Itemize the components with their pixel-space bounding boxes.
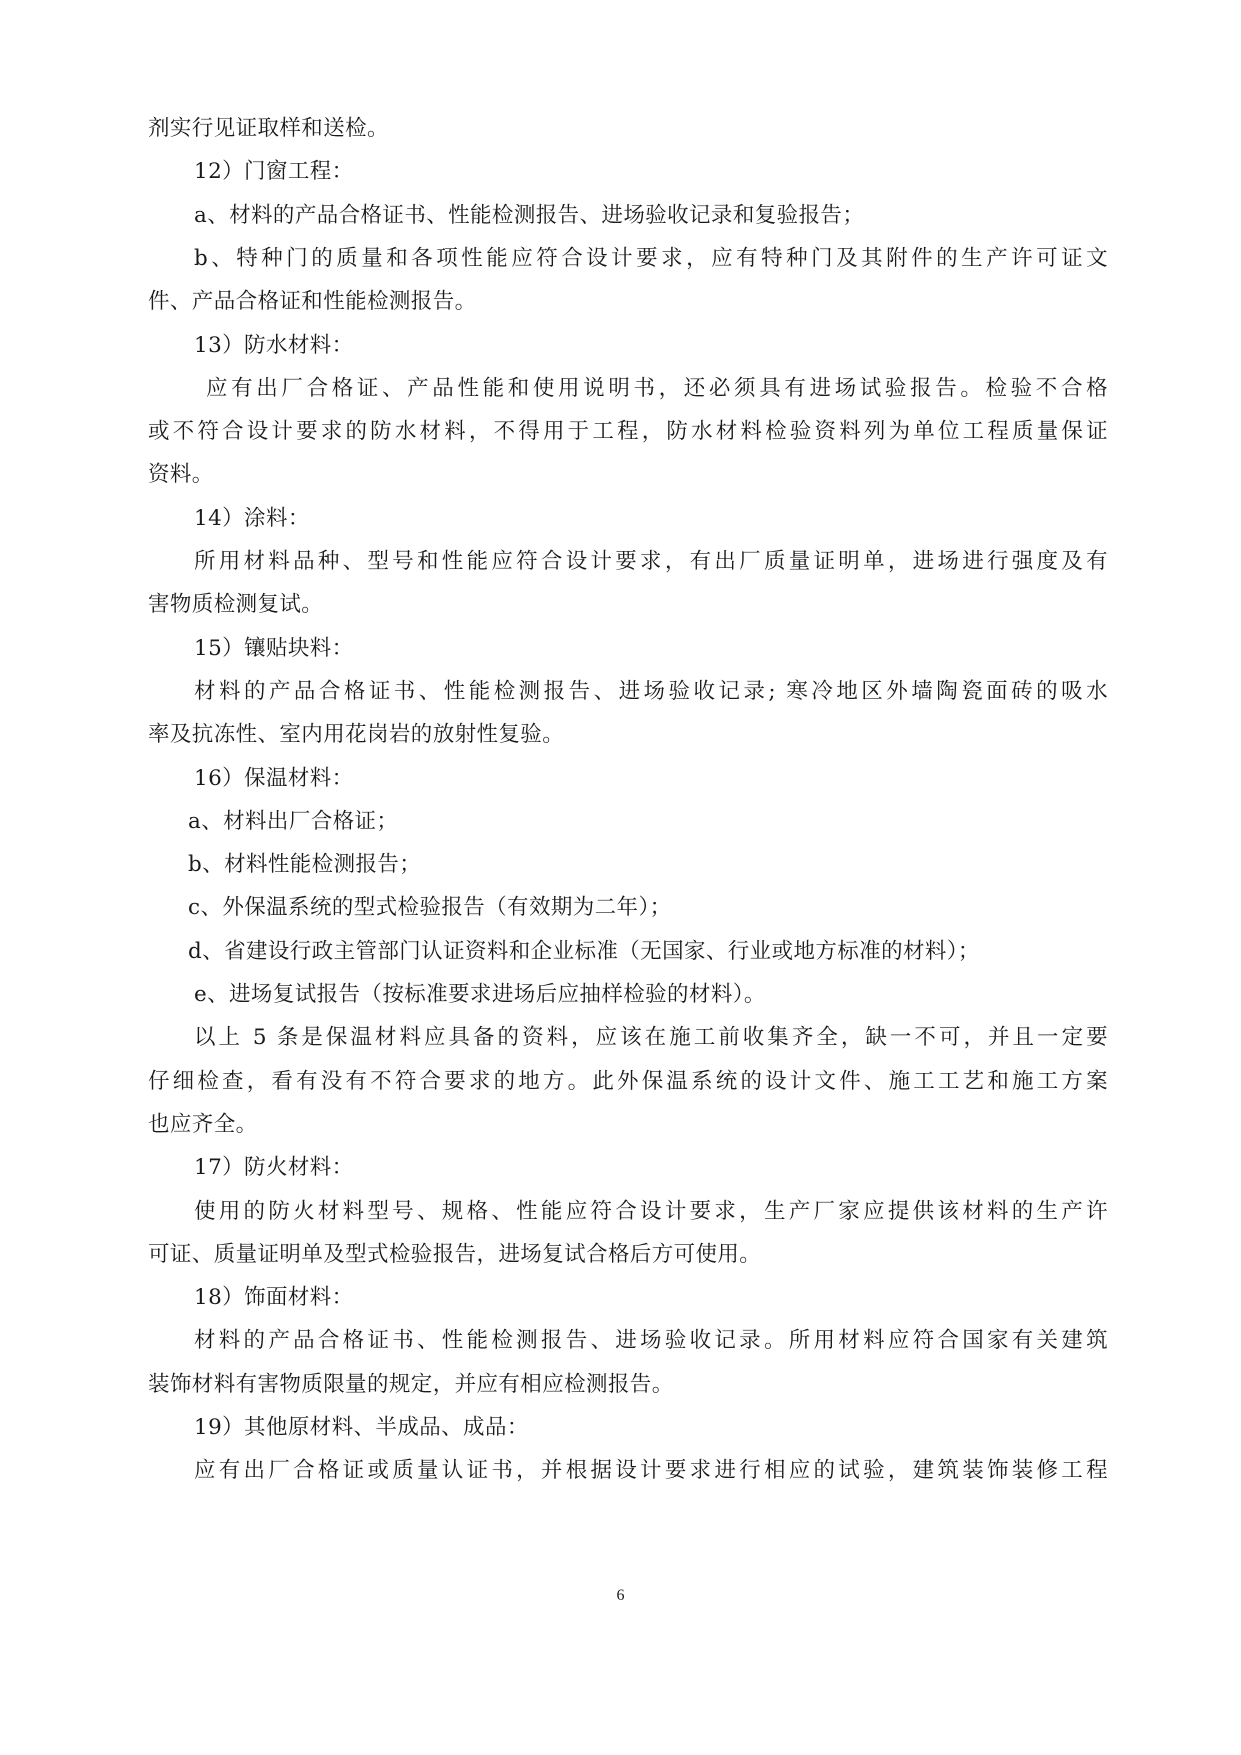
- text-line: 以上 5 条是保温材料应具备的资料，应该在施工前收集齐全，缺一不可，并且一定要: [194, 1025, 1108, 1050]
- text-line: d、省建设行政主管部门认证资料和企业标准（无国家、行业或地方标准的材料）；: [188, 939, 980, 964]
- text-line: 材料的产品合格证书、性能检测报告、进场验收记录。所用材料应符合国家有关建筑: [194, 1328, 1108, 1353]
- text-line: e、进场复试报告（按标准要求进场后应抽样检验的材料）。: [194, 982, 766, 1007]
- text-line: 装饰材料有害物质限量的规定，并应有相应检测报告。: [148, 1372, 674, 1397]
- text-line: 17）防火材料：: [194, 1155, 354, 1180]
- text-line: b、特种门的质量和各项性能应符合设计要求，应有特种门及其附件的生产许可证文: [194, 246, 1108, 271]
- text-line: 12）门窗工程：: [194, 159, 354, 184]
- text-line: 剂实行见证取样和送检。: [148, 116, 389, 141]
- text-line: 也应齐全。: [148, 1112, 258, 1137]
- text-line: 18）饰面材料：: [194, 1285, 354, 1310]
- text-line: c、外保温系统的型式检验报告（有效期为二年）；: [188, 895, 672, 920]
- text-line: 19）其他原材料、半成品、成品：: [194, 1415, 529, 1440]
- text-line: 应有出厂合格证或质量认证书，并根据设计要求进行相应的试验，建筑装饰装修工程: [194, 1458, 1108, 1483]
- text-line: b、材料性能检测报告；: [188, 852, 422, 877]
- text-line: a、材料出厂合格证；: [188, 809, 399, 834]
- text-line: 13）防水材料：: [194, 333, 354, 358]
- text-line: 资料。: [148, 462, 214, 487]
- page-number: 6: [616, 1587, 625, 1604]
- text-line: 使用的防火材料型号、规格、性能应符合设计要求，生产厂家应提供该材料的生产许: [194, 1199, 1108, 1224]
- text-line: 仔细检查，看有没有不符合要求的地方。此外保温系统的设计文件、施工工艺和施工方案: [148, 1069, 1108, 1094]
- text-line: 或不符合设计要求的防水材料，不得用于工程，防水材料检验资料列为单位工程质量保证: [148, 419, 1108, 444]
- text-line: 16）保温材料：: [194, 766, 354, 791]
- text-line: 害物质检测复试。: [148, 592, 324, 617]
- text-line: 15）镶贴块料：: [194, 636, 354, 661]
- text-line: 应有出厂合格证、产品性能和使用说明书，还必须具有进场试验报告。检验不合格: [206, 376, 1108, 401]
- text-line: 率及抗冻性、室内用花岗岩的放射性复验。: [148, 722, 565, 747]
- text-line: a、材料的产品合格证书、性能检测报告、进场验收记录和复验报告；: [194, 203, 865, 228]
- text-line: 材料的产品合格证书、性能检测报告、进场验收记录; 寒冷地区外墙陶瓷面砖的吸水: [194, 679, 1108, 704]
- text-line: 14）涂料：: [194, 506, 310, 531]
- text-line: 件、产品合格证和性能检测报告。: [148, 289, 477, 314]
- text-line: 所用材料品种、型号和性能应符合设计要求，有出厂质量证明单，进场进行强度及有: [194, 549, 1108, 574]
- text-line: 可证、质量证明单及型式检验报告，进场复试合格后方可使用。: [148, 1242, 762, 1267]
